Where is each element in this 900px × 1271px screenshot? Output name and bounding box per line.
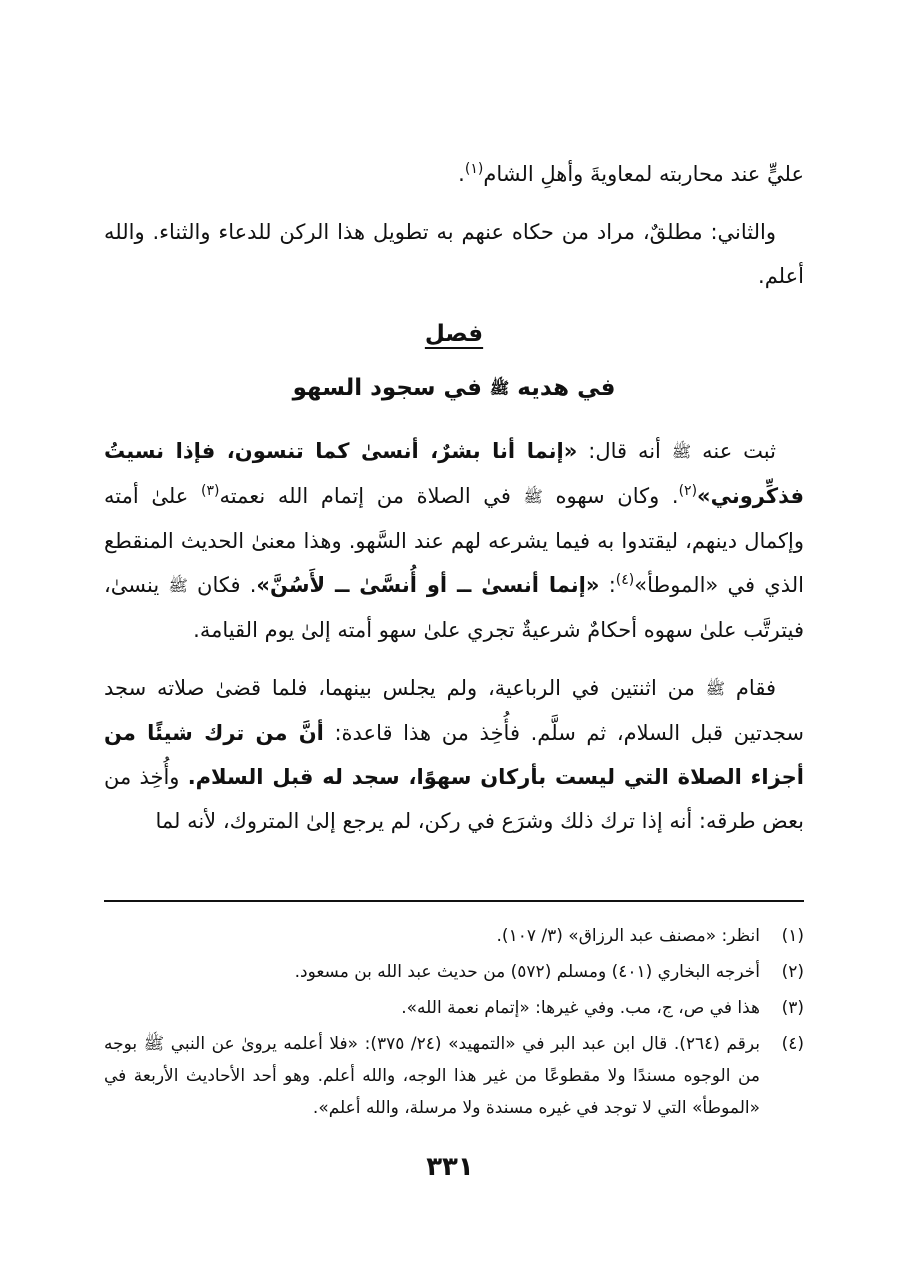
footnote-ref-4[interactable]: (٤) (615, 571, 635, 588)
footnote-ref-2[interactable]: (٢) (678, 482, 698, 499)
footnote-ref-3[interactable]: (٣) (200, 482, 220, 499)
footnote-number: (٣) (781, 998, 804, 1018)
footnote-item (104, 992, 804, 1024)
p3-part-d: في الصلاة من إتمام الله نعمته (219, 483, 511, 508)
paragraph-1-end: . (458, 162, 465, 186)
p4-part-a: فقام (735, 675, 776, 700)
p3-part-g: . فكان (197, 572, 257, 597)
paragraph-2: والثاني: مطلقٌ، مراد من حكاه عنهم به تطويل هذا الركن للدعاء والثناء. والله أعلم. (104, 220, 804, 288)
footnote-text: هذا في ص، ج، مب. وفي غيرها: «إتمام نعمة الله». (401, 998, 760, 1018)
p3-part-a: ثبت عنه (702, 438, 776, 463)
subheading-part-b: في سجود السهو (292, 375, 482, 401)
p3-part-b: أنه قال: (588, 438, 661, 463)
footnote-text: أخرجه البخاري (٤٠١) ومسلم (٥٧٢) من حديث عبد الله بن مسعود. (294, 962, 760, 982)
page-number: ٣٣١ (426, 1152, 474, 1182)
hadith-quote-2: «إنما أنسىٰ ــ أو أُنسَّىٰ ــ لأَسُنَّ» (256, 572, 600, 597)
section-subheading (104, 364, 804, 413)
paragraph-1 (104, 152, 804, 196)
p3-part-e: علىٰ أمته وإكمال دينهم، ليقتدوا به فيما يشرعه لهم عند السَّهو. وهذا معنىٰ الحديث المنقطع الذي في «الموطأ» (104, 483, 804, 597)
footnote-ref-1[interactable]: (١) (464, 161, 484, 177)
paragraph-4 (104, 666, 804, 843)
footnote-number: (٢) (781, 962, 804, 982)
p3-part-c: . وكان سهوه (555, 483, 679, 508)
salawat-glyph: ﷺ (705, 678, 726, 698)
footnote-separator (104, 900, 804, 902)
footnote-number: (٤) (781, 1034, 804, 1054)
hadith-quote-1: «إنما أنا بشرٌ، أنسىٰ كما تنسون، فإذا نسيتُ فذكِّروني» (104, 438, 804, 508)
main-text (104, 152, 804, 857)
subheading-part-a: في هديه (517, 375, 616, 401)
rule-statement: أنَّ من ترك شيئًا من أجزاء الصلاة التي ليست بأركان سهوًا، سجد له قبل السلام. (104, 720, 804, 789)
footnote-item (104, 920, 804, 952)
footnote-item (104, 956, 804, 988)
p4-part-c: وأُخِذ من بعض طرقه: أنه إذا ترك ذلك وشرَع في ركن، لم يرجع إلىٰ المتروك، لأنه لما (104, 764, 804, 833)
salawat-glyph: ﷺ (523, 486, 543, 506)
footnote-text: انظر: «مصنف عبد الرزاق» (٣/ ١٠٧). (496, 926, 760, 946)
p3-part-f: : (608, 572, 616, 597)
footnote-item (104, 1028, 804, 1124)
salawat-glyph: ﷺ (671, 441, 692, 461)
footnote-number: (١) (781, 926, 804, 946)
paragraph-1-text: عليٍّ عند محاربته لمعاويةَ وأهلِ الشام (483, 162, 804, 186)
salawat-glyph: ﷺ (168, 575, 188, 595)
footnotes (104, 920, 804, 1128)
p3-part-h: ينسىٰ، فيترتَّب علىٰ سهوه أحكامٌ شرعيةٌ تجري علىٰ سهو أمته إلىٰ يوم القيامة. (104, 572, 804, 642)
salawat-glyph: ﷺ (489, 378, 510, 398)
p4-part-b: من اثنتين في الرباعية، ولم يجلس بينهما، فلما قضىٰ صلاته سجد سجدتين قبل السلام، ثم سلَّم. فأُخِذ من هذا قاعدة: (104, 675, 804, 745)
section-heading: فصل (424, 321, 484, 347)
footnote-text: برقم (٢٦٤). قال ابن عبد البر في «التمهيد» (٢٤/ ٣٧٥): «فلا أعلمه يروىٰ عن النبي ﷺ بوجه من الوجوه مسندًا ولا مقطوعًا من غير هذا الوجه، والله أعلم. وهو أحد الأحاديث الأربعة في «الموطأ» التي لا توجد في غيره مسندة ولا مرسلة، والله أعلم». (104, 1034, 761, 1118)
paragraph-3 (104, 429, 804, 652)
